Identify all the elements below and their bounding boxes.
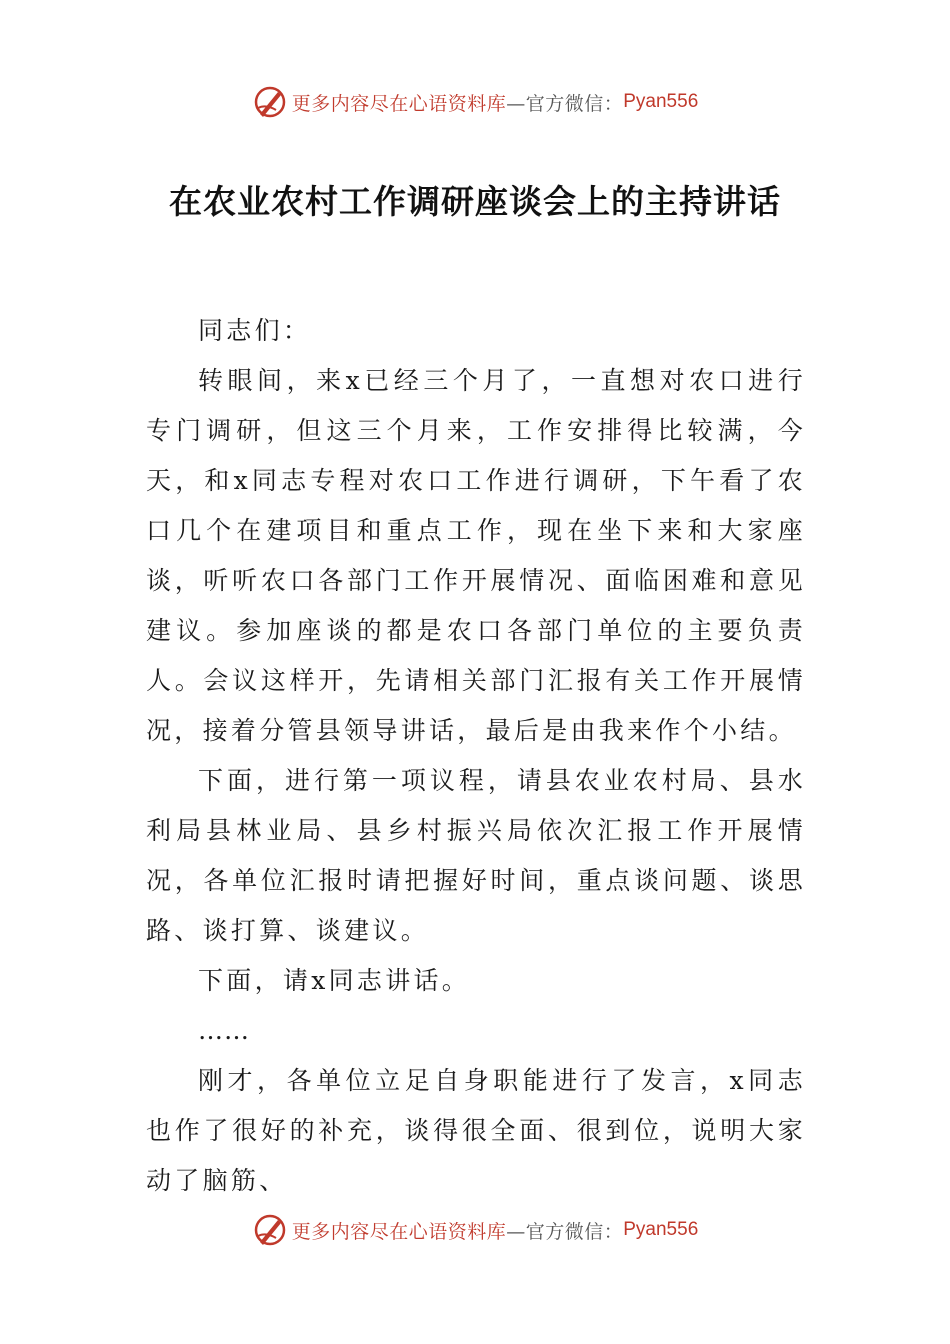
- paragraph: 刚才，各单位立足自身职能进行了发言，x同志也作了很好的补充，谈得很全面、很到位，说明大家动了脑筋、: [146, 1066, 806, 1195]
- pen-logo-icon: [252, 84, 288, 120]
- pen-logo-icon: [252, 1212, 288, 1248]
- ellipsis: ……: [198, 1016, 250, 1045]
- banner-wechat-label: —官方微信：: [506, 92, 624, 115]
- salutation: 同志们：: [198, 316, 312, 345]
- footer-banner: [0, 1210, 950, 1250]
- document-body: [146, 306, 806, 1206]
- header-banner: [0, 82, 950, 122]
- paragraph: 转眼间，来x已经三个月了，一直想对农口进行专门调研，但这三个月来，工作安排得比较满，今天，和x同志专程对农口工作进行调研，下午看了农口几个在建项目和重点工作，现在坐下来和大家座谈，听听农口各部门工作开展情况、面临困难和意见建议。参加座谈的都是农口各部门单位的主要负责人。会议这样开，先请相关部门汇报有关工作开展情况，接着分管县领导讲话，最后是由我来作个小结。: [146, 366, 806, 745]
- banner-wechat-label: —官方微信：: [506, 1220, 624, 1243]
- document-title: 在农业农村工作调研座谈会上的主持讲话: [169, 182, 781, 221]
- paragraph: 下面，进行第一项议程，请县农业农村局、县水利局县林业局、县乡村振兴局依次汇报工作开展情况，各单位汇报时请把握好时间，重点谈问题、谈思路、谈打算、谈建议。: [146, 766, 806, 945]
- banner-wechat-id: Pyan556: [623, 91, 699, 112]
- banner-brand-text: 更多内容尽在心语资料库: [291, 92, 507, 115]
- banner-wechat-id: Pyan556: [623, 1219, 699, 1240]
- paragraph: 下面，请x同志讲话。: [198, 966, 471, 995]
- banner-brand-text: 更多内容尽在心语资料库: [291, 1220, 507, 1243]
